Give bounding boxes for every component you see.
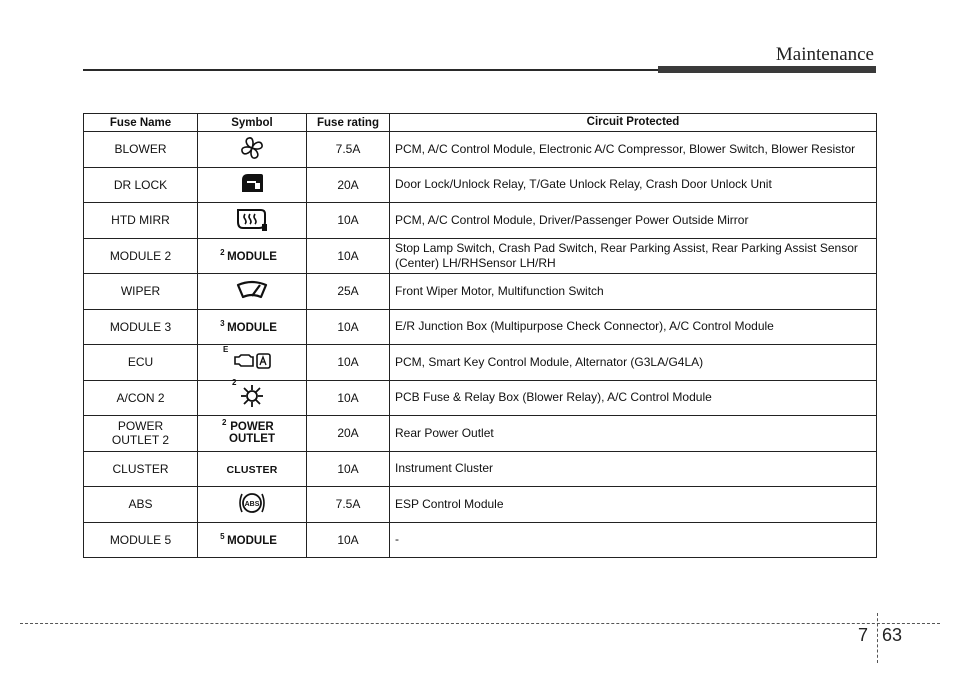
circuit-protected: Door Lock/Unlock Relay, T/Gate Unlock Relay, Crash Door Unlock Unit [390, 167, 877, 203]
fuse-rating: 20A [307, 167, 390, 203]
fuse-rating: 10A [307, 238, 390, 274]
power-outlet-symbol-label [222, 418, 275, 446]
symbol-text: MODULE [227, 321, 277, 334]
heated-mirror-icon [235, 206, 269, 232]
page-number: 63 [882, 625, 903, 645]
footer-rule [20, 623, 940, 624]
table-row [84, 274, 877, 310]
symbol-superscript: 2 [220, 247, 225, 257]
fuse-name [84, 416, 198, 452]
door-lock-icon [239, 171, 265, 195]
circuit-protected: ESP Control Module [390, 487, 877, 523]
circuit-protected: PCM, A/C Control Module, Electronic A/C Compressor, Blower Switch, Blower Resistor [390, 132, 877, 168]
fan-icon [239, 135, 265, 161]
circuit-protected: PCM, A/C Control Module, Driver/Passenger Power Outside Mirror [390, 203, 877, 239]
page-divider [877, 613, 878, 663]
wiper-icon [235, 279, 269, 301]
circuit-protected: Rear Power Outlet [390, 416, 877, 452]
fuse-name: CLUSTER [84, 451, 198, 487]
symbol-superscript: 3 [220, 318, 225, 328]
fuse-symbol [198, 345, 307, 381]
fuse-table [83, 113, 877, 558]
fuse-name: MODULE 5 [84, 522, 198, 558]
fuse-rating: 25A [307, 274, 390, 310]
column-header-fuse-name: Fuse Name [84, 114, 198, 132]
header-bar [658, 66, 876, 73]
fuse-symbol [198, 416, 307, 452]
fuse-rating: 10A [307, 309, 390, 345]
fuse-symbol [198, 522, 307, 558]
table-row [84, 487, 877, 523]
icon-superscript: 2 [232, 378, 237, 388]
table-row [84, 132, 877, 168]
symbol-superscript: 2 [222, 418, 227, 428]
fuse-name: MODULE 3 [84, 309, 198, 345]
fuse-name-line: POWER [117, 419, 164, 434]
fuse-name: WIPER [84, 274, 198, 310]
symbol-text: OUTLET [229, 433, 275, 446]
abs-icon [237, 490, 267, 516]
fuse-symbol [198, 309, 307, 345]
fuse-rating: 10A [307, 380, 390, 416]
fuse-symbol [198, 487, 307, 523]
table-row [84, 167, 877, 203]
fuse-rating: 10A [307, 345, 390, 381]
circuit-protected: Front Wiper Motor, Multifunction Switch [390, 274, 877, 310]
fuse-name: MODULE 2 [84, 238, 198, 274]
fuse-rating: 7.5A [307, 132, 390, 168]
fuse-name: A/CON 2 [84, 380, 198, 416]
module-symbol-label [220, 531, 277, 547]
circuit-protected: Instrument Cluster [390, 451, 877, 487]
fuse-symbol [198, 380, 307, 416]
icon-superscript: E [223, 344, 229, 354]
circuit-protected: E/R Junction Box (Multipurpose Check Connector), A/C Control Module [390, 309, 877, 345]
table-row [84, 203, 877, 239]
fuse-rating: 10A [307, 451, 390, 487]
module-symbol-label [220, 318, 277, 334]
symbol-text: MODULE [227, 250, 277, 263]
table-row [84, 238, 877, 274]
table-row [84, 309, 877, 345]
table-row [84, 345, 877, 381]
column-header-circuit-protected: Circuit Protected [390, 114, 877, 132]
cluster-symbol-label: CLUSTER [226, 463, 278, 476]
chapter-number: 7 [858, 625, 869, 645]
ecu-icon [223, 344, 273, 371]
header-rule [83, 69, 660, 71]
table-row [84, 451, 877, 487]
fuse-rating: 7.5A [307, 487, 390, 523]
abs-icon-label: ABS [244, 500, 260, 508]
column-header-fuse-rating: Fuse rating [307, 114, 390, 132]
table-row [84, 416, 877, 452]
circuit-protected: PCB Fuse & Relay Box (Blower Relay), A/C Control Module [390, 380, 877, 416]
fuse-rating: 20A [307, 416, 390, 452]
symbol-text: MODULE [227, 534, 277, 547]
fuse-symbol [198, 451, 307, 487]
fuse-symbol [198, 167, 307, 203]
circuit-protected: - [390, 522, 877, 558]
fuse-symbol [198, 238, 307, 274]
symbol-text: POWER [230, 421, 274, 434]
fuse-name: ECU [84, 345, 198, 381]
section-title: Maintenance [775, 44, 874, 65]
table-row [84, 522, 877, 558]
fuse-symbol [198, 274, 307, 310]
circuit-protected: Stop Lamp Switch, Crash Pad Switch, Rear Parking Assist, Rear Parking Assist Sensor (Center) LH/RHSensor LH/RH [390, 238, 877, 274]
ac-snowflake-icon [232, 378, 264, 408]
table-row [84, 380, 877, 416]
fuse-name-line: OUTLET 2 [111, 433, 170, 448]
table-header-row [84, 114, 877, 132]
module-symbol-label [220, 247, 277, 263]
fuse-name: ABS [84, 487, 198, 523]
fuse-rating: 10A [307, 522, 390, 558]
fuse-symbol [198, 132, 307, 168]
fuse-name: HTD MIRR [84, 203, 198, 239]
fuse-name: DR LOCK [84, 167, 198, 203]
symbol-superscript: 5 [220, 531, 225, 541]
column-header-symbol: Symbol [198, 114, 307, 132]
fuse-name: BLOWER [84, 132, 198, 168]
circuit-protected: PCM, Smart Key Control Module, Alternator (G3LA/G4LA) [390, 345, 877, 381]
fuse-rating: 10A [307, 203, 390, 239]
fuse-symbol [198, 203, 307, 239]
